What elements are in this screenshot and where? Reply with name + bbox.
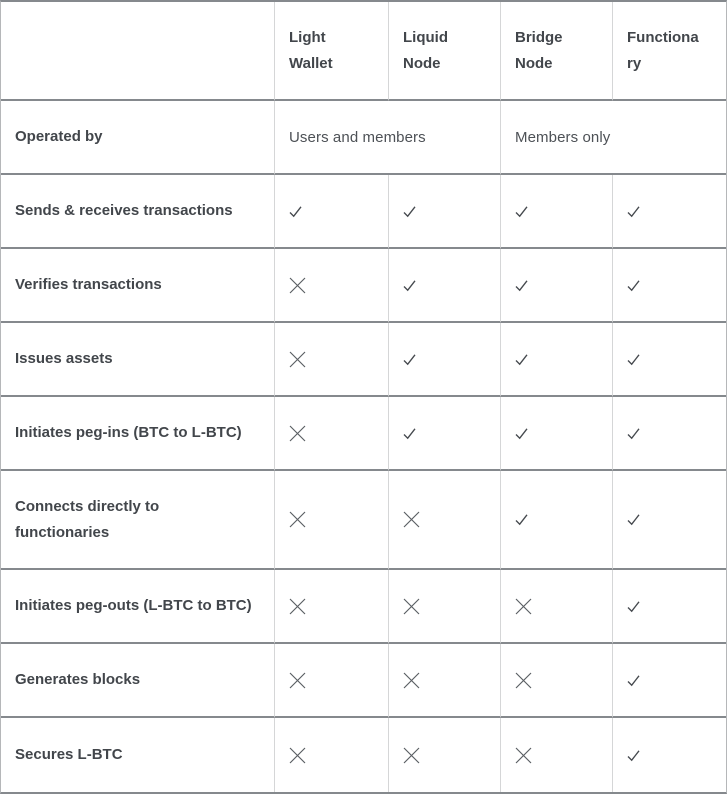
row-label-text: Generates blocks — [15, 671, 141, 688]
row-label-text: Connects directly to functionaries — [15, 497, 160, 541]
table-row — [1, 175, 726, 249]
column-header-liquid-node — [388, 2, 500, 101]
cross-icon — [403, 598, 420, 615]
matrix-cell-cross — [388, 570, 500, 644]
check-icon — [515, 428, 528, 440]
table-row — [1, 397, 726, 471]
matrix-cell-check — [500, 397, 612, 471]
check-icon — [403, 428, 416, 440]
matrix-cell-check — [612, 323, 726, 397]
table-row — [1, 249, 726, 323]
matrix-cell-check — [612, 249, 726, 323]
cross-icon — [289, 425, 306, 442]
matrix-cell-check — [274, 175, 388, 249]
cross-icon — [289, 598, 306, 615]
row-label — [1, 718, 274, 792]
cross-icon — [289, 351, 306, 368]
row-label — [1, 249, 274, 323]
check-icon — [627, 206, 640, 218]
check-icon — [515, 514, 528, 526]
matrix-cell-cross — [274, 397, 388, 471]
matrix-cell-check — [612, 718, 726, 792]
table-row — [1, 570, 726, 644]
cross-icon — [289, 747, 306, 764]
matrix-cell-check — [388, 397, 500, 471]
check-icon — [403, 280, 416, 292]
cross-icon — [515, 598, 532, 615]
check-icon — [627, 354, 640, 366]
row-label-text: Sends & receives transactions — [15, 202, 233, 219]
operated-by-row — [1, 101, 726, 175]
matrix-cell-cross — [388, 718, 500, 792]
matrix-cell-check — [388, 175, 500, 249]
check-icon — [627, 280, 640, 292]
row-label-text: Operated by — [15, 128, 103, 145]
row-label-text: Initiates peg-outs (L-BTC to BTC) — [15, 597, 252, 614]
table-row — [1, 471, 726, 570]
column-header-bridge-node — [500, 2, 612, 101]
row-label-text: Initiates peg-ins (BTC to L-BTC) — [15, 424, 242, 441]
corner-cell — [1, 2, 274, 101]
matrix-cell-check — [500, 471, 612, 570]
cross-icon — [515, 747, 532, 764]
row-label — [1, 644, 274, 718]
check-icon — [627, 750, 640, 762]
matrix-cell-cross — [388, 644, 500, 718]
column-header-label: Light Wallet — [289, 28, 333, 72]
operated-by-users-cell: Users and members — [274, 101, 500, 175]
check-icon — [289, 206, 302, 218]
table-row — [1, 718, 726, 792]
cross-icon — [515, 672, 532, 689]
check-icon — [627, 428, 640, 440]
check-icon — [627, 514, 640, 526]
matrix-cell-check — [612, 175, 726, 249]
matrix-cell-check — [388, 323, 500, 397]
column-header-label: Liquid Node — [403, 28, 448, 72]
matrix-cell-cross — [388, 471, 500, 570]
cross-icon — [403, 747, 420, 764]
matrix-cell-check — [500, 323, 612, 397]
operated-by-members-cell: Members only — [500, 101, 726, 175]
row-label-text: Verifies transactions — [15, 276, 162, 293]
matrix-cell-cross — [274, 718, 388, 792]
matrix-cell-cross — [274, 249, 388, 323]
cross-icon — [403, 511, 420, 528]
row-label — [1, 570, 274, 644]
row-label — [1, 175, 274, 249]
matrix-cell-cross — [274, 570, 388, 644]
matrix-cell-check — [500, 175, 612, 249]
matrix-cell-check — [612, 471, 726, 570]
matrix-cell-check — [612, 397, 726, 471]
column-header-functionary — [612, 2, 726, 101]
row-label-text: Secures L-BTC — [15, 746, 123, 763]
matrix-cell-cross — [500, 718, 612, 792]
table-row — [1, 323, 726, 397]
check-icon — [627, 675, 640, 687]
matrix-cell-cross — [274, 323, 388, 397]
matrix-cell-check — [388, 249, 500, 323]
row-label — [1, 397, 274, 471]
matrix-cell-check — [500, 249, 612, 323]
check-icon — [515, 280, 528, 292]
check-icon — [515, 354, 528, 366]
row-label-text: Issues assets — [15, 350, 113, 367]
matrix-cell-check — [612, 570, 726, 644]
matrix-cell-cross — [500, 644, 612, 718]
row-label — [1, 323, 274, 397]
column-header-light-wallet — [274, 2, 388, 101]
row-label — [1, 471, 274, 570]
row-label — [1, 101, 274, 175]
matrix-cell-cross — [500, 570, 612, 644]
column-header-label: Functionary — [627, 28, 699, 72]
cross-icon — [289, 672, 306, 689]
table-row — [1, 644, 726, 718]
cross-icon — [289, 277, 306, 294]
check-icon — [515, 206, 528, 218]
cross-icon — [289, 511, 306, 528]
matrix-cell-cross — [274, 644, 388, 718]
column-header-label: Bridge Node — [515, 28, 563, 72]
cross-icon — [403, 672, 420, 689]
check-icon — [627, 601, 640, 613]
header-row — [1, 2, 726, 101]
check-icon — [403, 206, 416, 218]
check-icon — [403, 354, 416, 366]
matrix-cell-cross — [274, 471, 388, 570]
matrix-cell-check — [612, 644, 726, 718]
